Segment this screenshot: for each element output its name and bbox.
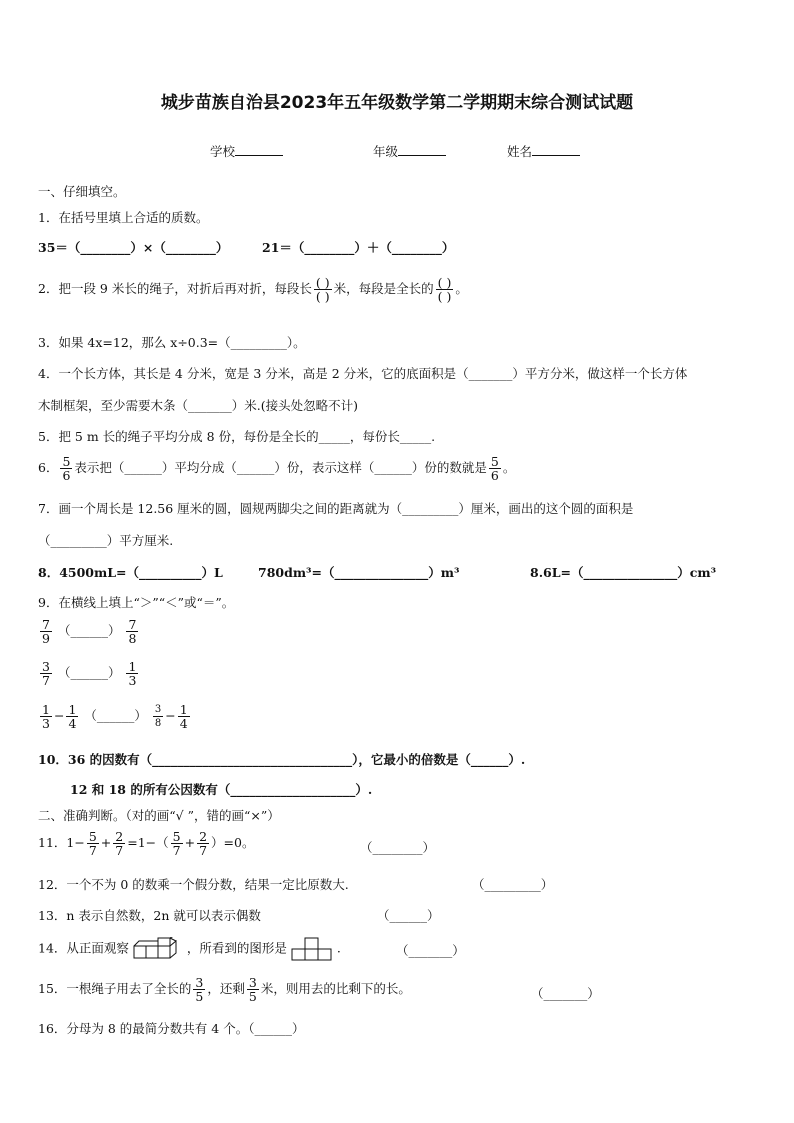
question-9: 9．在横线上填上“＞”“＜”或“＝”。 <box>38 595 235 610</box>
compare-row-2[interactable]: $\frac{3}{7}$ （______） $\frac{1}{3}$ <box>42 659 137 688</box>
school-label: 学校 <box>210 144 236 159</box>
section-2-heading: 二、准确判断。（对的画“√ ”，错的画“×”） <box>38 808 280 823</box>
school-field[interactable] <box>210 142 283 160</box>
question-8-b[interactable]: 780dm³=（_______________）m³ <box>258 565 460 580</box>
question-7-line-1[interactable]: 7．画一个周长是 12.56 厘米的圆，圆规两脚尖之间的距离就为（_________）厘米，画出的这个圆的面积是 <box>38 501 634 516</box>
question-10-line-1[interactable]: 10．36 的因数有（________________________________），它最小的倍数是（______）. <box>38 752 526 767</box>
fraction-blank[interactable]: $\frac{( )}{( )}$ <box>315 275 330 304</box>
question-1: 1．在括号里填上合适的质数。 <box>38 210 209 225</box>
question-4-line-1[interactable]: 4．一个长方体，其长是 4 分米，宽是 3 分米，高是 2 分米，它的底面积是（_______）平方分米，做这样一个长方体 <box>38 366 688 381</box>
question-5[interactable]: 5．把 5 m 长的绳子平均分成 8 份，每份是全长的_____，每份长_____. <box>38 429 436 444</box>
question-11: 11．1− $\frac{5}{7}$ + $\frac{2}{7}$ =1−（ $\frac{5}{7}$ + $\frac{2}{7}$ ）=0。 <box>38 829 255 858</box>
question-11-answer[interactable]: （________） <box>360 840 436 855</box>
section-1-heading: 一、仔细填空。 <box>38 184 126 199</box>
question-6[interactable]: 6． $\frac{5}{6}$ 表示把（______）平均分成（______）份，表示这样（______）份的数就是 $\frac{5}{6}$ 。 <box>38 454 516 483</box>
fraction-blank[interactable]: $\frac{( )}{( )}$ <box>437 275 452 304</box>
question-13: 13．n 表示自然数，2n 就可以表示偶数 <box>38 908 261 923</box>
question-14: 14．从正面观察 ，所看到的图形是 . <box>38 937 341 961</box>
question-12: 12．一个不为 0 的数乘一个假分数，结果一定比原数大. <box>38 877 349 892</box>
question-8-c[interactable]: 8.6L=（_______________）cm³ <box>530 565 717 580</box>
question-8-a[interactable]: 8．4500mL=（__________）L <box>38 565 223 580</box>
front-view-figure <box>291 937 333 961</box>
question-1-b[interactable]: 21＝（________）＋（________） <box>262 240 455 255</box>
question-15-answer[interactable]: （_______） <box>531 986 600 1001</box>
question-7-line-2[interactable]: （_________）平方厘米. <box>38 533 174 548</box>
compare-row-3[interactable]: $\frac{1}{3}$ − $\frac{1}{4}$ （______） $\frac{3}{8}$ − $\frac{1}{4}$ <box>42 702 188 731</box>
question-14-answer[interactable]: （_______） <box>396 943 465 958</box>
question-3[interactable]: 3．如果 4x=12，那么 x÷0.3=（_________）。 <box>38 335 306 350</box>
grade-label: 年级 <box>373 144 399 159</box>
cube-solid-figure <box>133 937 183 961</box>
question-16[interactable]: 16．分母为 8 的最简分数共有 4 个。（______） <box>38 1021 305 1036</box>
question-4-line-2[interactable]: 木制框架，至少需要木条（_______）米.(接头处忽略不计) <box>38 398 358 413</box>
question-1-a[interactable]: 35＝（________）×（________） <box>38 240 229 255</box>
question-12-answer[interactable]: （_________） <box>472 877 554 892</box>
question-15: 15．一根绳子用去了全长的 $\frac{3}{5}$ ，还剩 $\frac{3}{5}$ 米，则用去的比剩下的长。 <box>38 975 411 1004</box>
question-13-answer[interactable]: （______） <box>377 908 440 923</box>
name-label: 姓名 <box>507 144 533 159</box>
grade-field[interactable] <box>373 142 446 160</box>
page-title: 城步苗族自治县2023年五年级数学第二学期期末综合测试试题 <box>160 93 634 113</box>
name-field[interactable] <box>507 142 580 160</box>
question-2: 2．把一段 9 米长的绳子，对折后再对折，每段长 $\frac{( )}{( )}$ 米，每段是全长的 $\frac{( )}{( )}$ 。 <box>38 275 468 304</box>
question-10-line-2[interactable]: 12 和 18 的所有公因数有（____________________）. <box>70 782 373 797</box>
compare-row-1[interactable]: $\frac{7}{9}$ （______） $\frac{7}{8}$ <box>42 617 137 646</box>
